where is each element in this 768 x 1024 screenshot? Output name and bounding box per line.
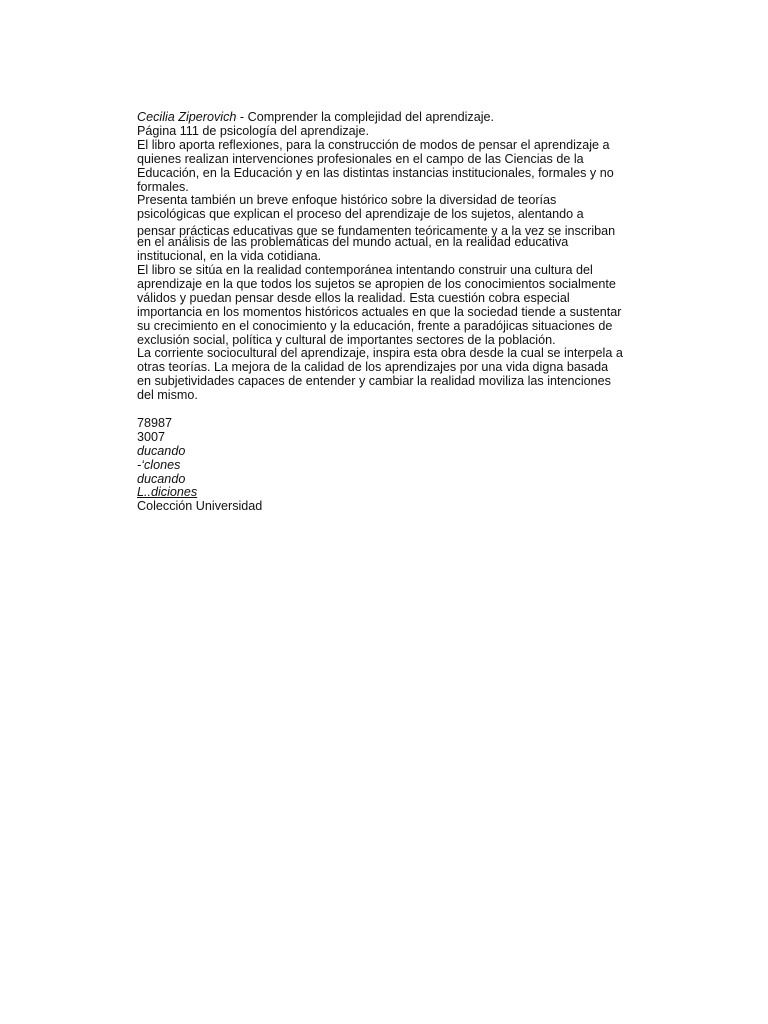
body-line: institucional, en la vida cotidiana. xyxy=(137,249,322,264)
footer-word-1: ducando xyxy=(137,443,186,458)
collection-name: Colección Universidad xyxy=(137,499,263,514)
footer-word-4: L..diciones xyxy=(137,485,198,500)
footer-word-3: ducando xyxy=(137,471,186,486)
footer-code-1: 78987 xyxy=(137,415,173,430)
body-line: su crecimiento en el conocimiento y la educación, frente a paradójicas situaciones de xyxy=(137,318,613,333)
body-line: pensar prácticas educativas que se fundamenten teóricamente y a la vez se inscriban xyxy=(137,224,616,239)
body-line: psicológicas que explican el proceso del aprendizaje de los sujetos, alentando a xyxy=(137,207,584,222)
body-line: en el análisis de las problemáticas del mundo actual, en la realidad educativa xyxy=(137,235,569,250)
body-line: otras teorías. La mejora de la calidad de los aprendizajes por una vida digna basada xyxy=(137,360,609,375)
body-line: Página 111 de psicología del aprendizaje. xyxy=(137,123,369,138)
footer-word-2: -‘clones xyxy=(137,457,181,472)
body-line: El libro aporta reflexiones, para la construcción de modos de pensar el aprendizaje a xyxy=(137,137,610,152)
body-line: del mismo. xyxy=(137,388,198,403)
body-line: El libro se sitúa en la realidad contemporánea intentando construir una cultura del xyxy=(137,262,593,277)
footer-code-2: 3007 xyxy=(137,429,166,444)
book-title: Comprender la complejidad del aprendizaje. xyxy=(247,110,495,124)
body-line: Educación, en la Educación y en las distintas instancias institucionales, formales y no xyxy=(137,165,614,180)
body-line: Presenta también un breve enfoque histórico sobre la diversidad de teorías xyxy=(137,193,557,208)
document-page xyxy=(137,111,637,514)
document-header xyxy=(137,111,637,125)
header-separator: - xyxy=(236,110,248,124)
body-line: quienes realizan intervenciones profesionales en el campo de las Ciencias de la xyxy=(137,151,584,166)
body-line: en subjetividades capaces de entender y cambiar la realidad moviliza las intenciones xyxy=(137,374,611,389)
paragraph-gap xyxy=(137,403,637,417)
body-line: válidos y puedan pensar desde ellos la realidad. Esta cuestión cobra especial xyxy=(137,290,570,305)
body-line: formales. xyxy=(137,179,189,194)
body-line: exclusión social, política y cultural de importantes sectores de la población. xyxy=(137,332,556,347)
body-line: La corriente sociocultural del aprendizaje, inspira esta obra desde la cual se interpela a xyxy=(137,346,623,361)
body-line: aprendizaje en la que todos los sujetos se apropien de los conocimientos socialmente xyxy=(137,276,616,291)
author-name: Cecilia Ziperovich xyxy=(137,110,237,124)
body-line: importancia en los momentos históricos actuales en que la sociedad tiende a sustentar xyxy=(137,304,622,319)
